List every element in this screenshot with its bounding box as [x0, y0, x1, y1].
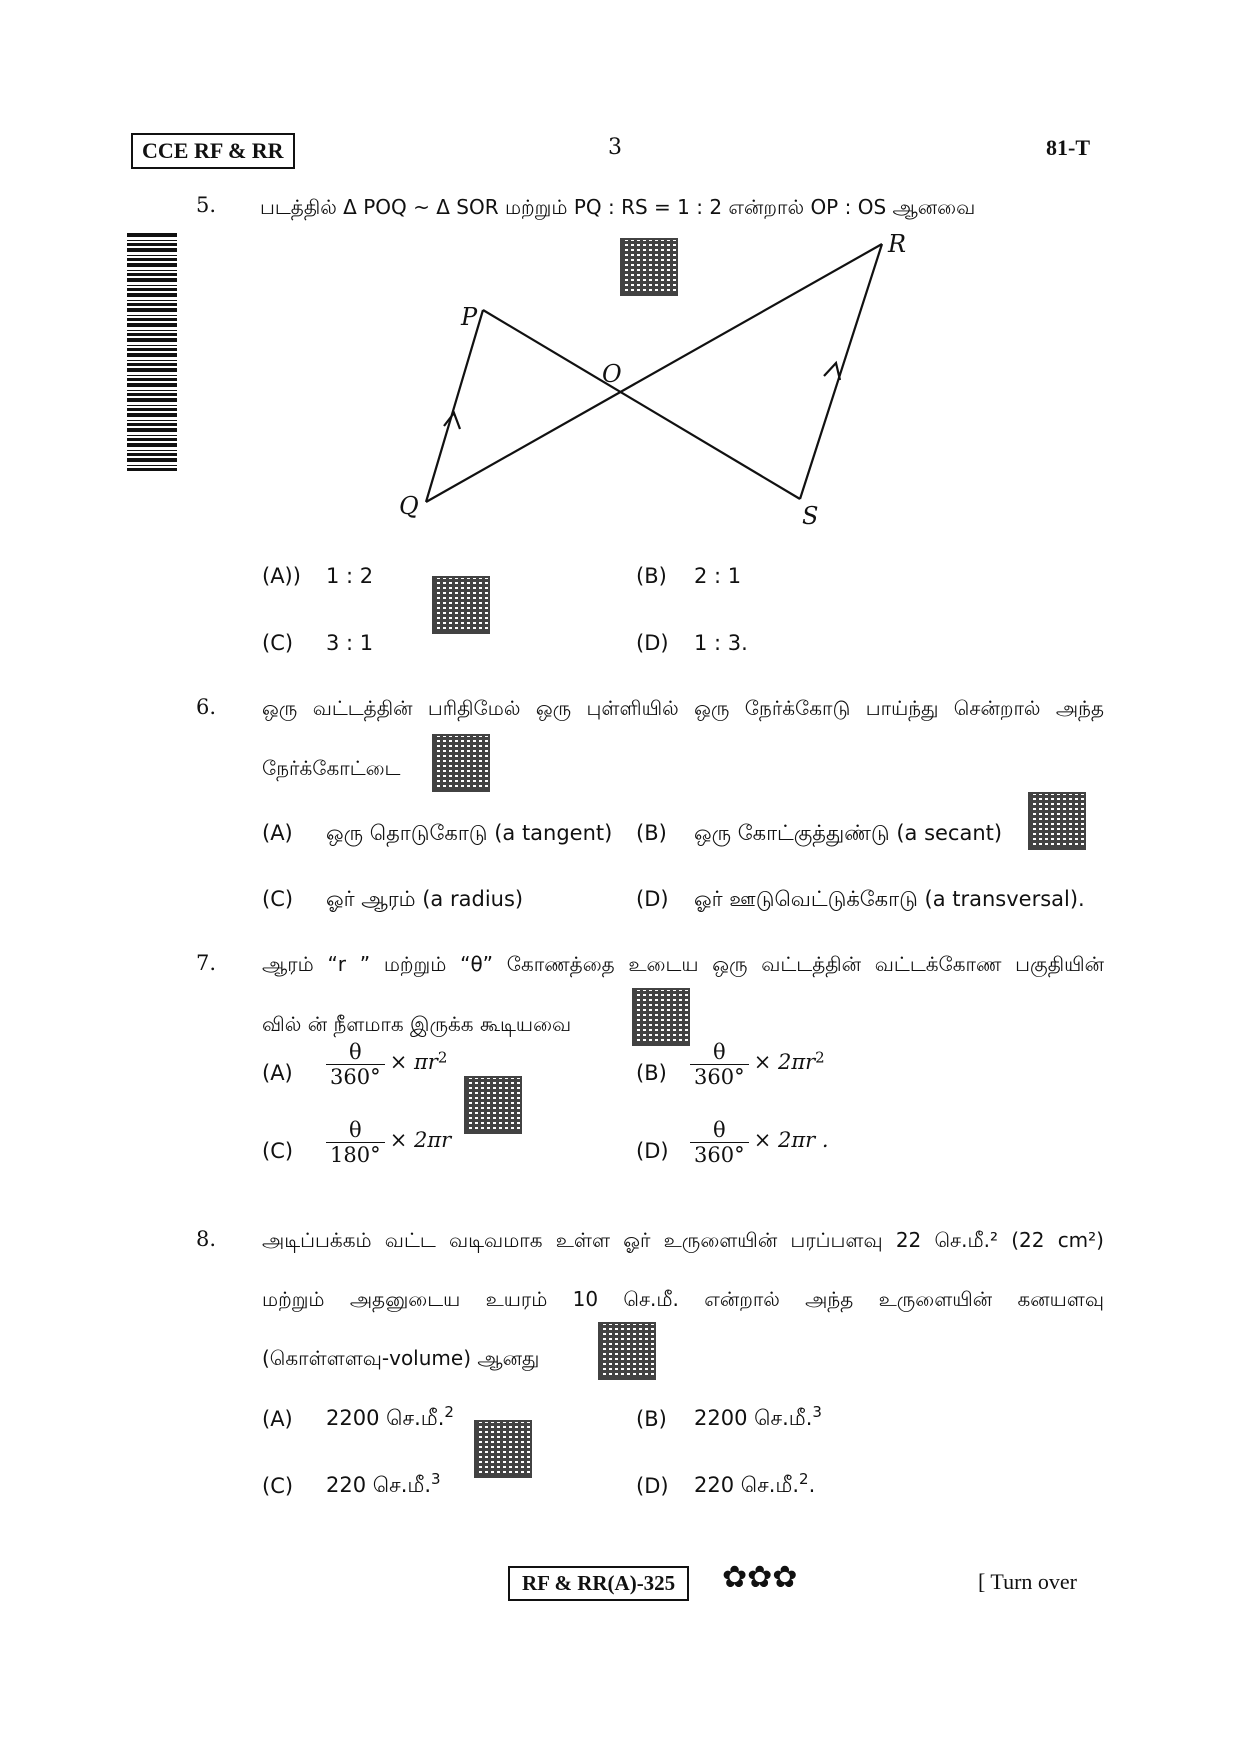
expression-tail: × 2πr [389, 1128, 452, 1152]
q7-stem-line2: வில் ன் நீளமாக இருக்க கூடியவை [262, 1012, 572, 1036]
arrow-sr-icon [824, 363, 840, 380]
exponent: 2 [799, 1470, 809, 1488]
line-ps [483, 310, 800, 499]
q6-stem-line1: ஒரு வட்டத்தின் பரிதிமேல் ஒரு புள்ளியில் ஒரு நேர்க்கோடு பாய்ந்து சென்றால் அந்த [262, 696, 1104, 720]
q6-option-c-label: (C) [262, 887, 294, 911]
q8-option-b [694, 1403, 822, 1433]
line-qr [426, 244, 882, 502]
q6-option-b-label: (B) [636, 821, 667, 845]
q7-number: 7. [196, 951, 217, 975]
q8-option-c-label: (C) [262, 1474, 294, 1498]
q5-stem: படத்தில் Δ POQ ~ Δ SOR மற்றும் PQ : RS = 1 : 2 என்றால் OP : OS ஆனவை [260, 195, 976, 219]
exponent: 3 [812, 1403, 822, 1421]
page-number: 3 [608, 135, 622, 160]
qr-code [432, 734, 490, 792]
q6-option-a-label: (A) [262, 821, 293, 845]
q8-option-d [694, 1470, 815, 1500]
paper-code: 81-T [1046, 135, 1090, 160]
turn-over-text: [ Turn over [978, 1569, 1078, 1594]
q5-option-d-label: (D) [636, 631, 669, 655]
qr-code [632, 988, 690, 1046]
qr-code [1028, 792, 1086, 850]
fraction-numerator: θ [326, 1118, 385, 1143]
q7-option-b-label: (B) [636, 1061, 667, 1085]
q6-number: 6. [196, 695, 217, 719]
qr-code [474, 1420, 532, 1478]
q6-option-a: ஒரு தொடுகோடு (a tangent) [326, 821, 613, 845]
label-r: R [888, 230, 907, 258]
q8-stem-line3: (கொள்ளளவு-volume) ஆனது [262, 1346, 540, 1370]
q6-option-b: ஒரு கோட்குத்துண்டு (a secant) [694, 821, 1003, 845]
option-text: 2200 செ.மீ. [326, 1406, 445, 1430]
fraction-denominator: 360° [694, 1143, 745, 1167]
q8-stem-line2: மற்றும் அதனுடைய உயரம் 10 செ.மீ. என்றால் அந்த உருளையின் கனயளவு [262, 1287, 1104, 1311]
footer-code-box: RF & RR(A)-325 [508, 1566, 689, 1601]
q6-stem-line2: நேர்க்கோட்டை [262, 756, 401, 780]
exponent: 2 [444, 1403, 454, 1421]
q6-option-c: ஓர் ஆரம் (a radius) [326, 887, 524, 911]
expression-tail: × 2πr [753, 1050, 816, 1074]
q5-option-a-label: (A)) [262, 564, 301, 588]
q7-option-d [690, 1118, 829, 1167]
q5-option-b: 2 : 1 [694, 564, 742, 588]
option-text: 220 செ.மீ. [694, 1473, 800, 1497]
q7-option-a-label: (A) [262, 1061, 293, 1085]
arrow-pq-icon [444, 413, 460, 429]
q7-option-b [690, 1040, 825, 1089]
q6-option-d: ஓர் ஊடுவெட்டுக்கோடு (a transversal). [694, 887, 1085, 911]
expression-tail: × 2πr . [753, 1128, 829, 1152]
label-q: Q [399, 492, 419, 520]
exponent: 2 [815, 1048, 825, 1067]
q8-option-c [326, 1470, 441, 1500]
qr-code [464, 1076, 522, 1134]
q7-option-c [326, 1118, 451, 1167]
exponent: 2 [437, 1048, 448, 1067]
q5-option-d: 1 : 3. [694, 631, 748, 655]
header-subject-box: CCE RF & RR [131, 133, 295, 169]
label-o: O [602, 360, 622, 388]
q8-option-d-label: (D) [636, 1474, 669, 1498]
q7-option-d-label: (D) [636, 1139, 669, 1163]
exponent: 3 [431, 1470, 441, 1488]
q8-number: 8. [196, 1227, 217, 1251]
q7-option-a [326, 1040, 447, 1089]
fraction-numerator: θ [690, 1118, 749, 1143]
q6-option-d-label: (D) [636, 887, 669, 911]
side-barcode [127, 233, 177, 471]
qr-code [432, 576, 490, 634]
fraction-denominator: 360° [694, 1065, 745, 1089]
q5-option-c-label: (C) [262, 631, 294, 655]
fraction-denominator: 360° [330, 1065, 381, 1089]
q7-stem-line1: ஆரம் “r ” மற்றும் “θ” கோணத்தை உடைய ஒரு வட்டத்தின் வட்டக்கோண பகுதியின் [262, 952, 1104, 976]
label-p: P [461, 303, 478, 331]
fraction-numerator: θ [326, 1040, 385, 1065]
q5-option-a: 1 : 2 [326, 564, 374, 588]
q5-option-b-label: (B) [636, 564, 667, 588]
line-pq [426, 310, 483, 502]
fraction-numerator: θ [690, 1040, 749, 1065]
q8-option-b-label: (B) [636, 1407, 667, 1431]
q8-option-a-label: (A) [262, 1407, 293, 1431]
option-tail: . [808, 1473, 816, 1497]
footer-flower-symbols: ✿✿✿ [722, 1560, 798, 1595]
q5-figure [380, 228, 940, 528]
option-text: 220 செ.மீ. [326, 1473, 432, 1497]
qr-code [598, 1322, 656, 1380]
q8-stem-line1: அடிப்பக்கம் வட்ட வடிவமாக உள்ள ஓர் உருளையின் பரப்பளவு 22 செ.மீ.² (22 cm²) [262, 1228, 1104, 1252]
q7-option-c-label: (C) [262, 1139, 294, 1163]
label-s: S [802, 502, 819, 528]
fraction-denominator: 180° [330, 1143, 381, 1167]
q5-option-c: 3 : 1 [326, 631, 374, 655]
option-text: 2200 செ.மீ. [694, 1406, 813, 1430]
expression-tail: × πr [389, 1050, 438, 1074]
q5-number: 5. [196, 193, 217, 217]
q8-option-a [326, 1403, 454, 1433]
